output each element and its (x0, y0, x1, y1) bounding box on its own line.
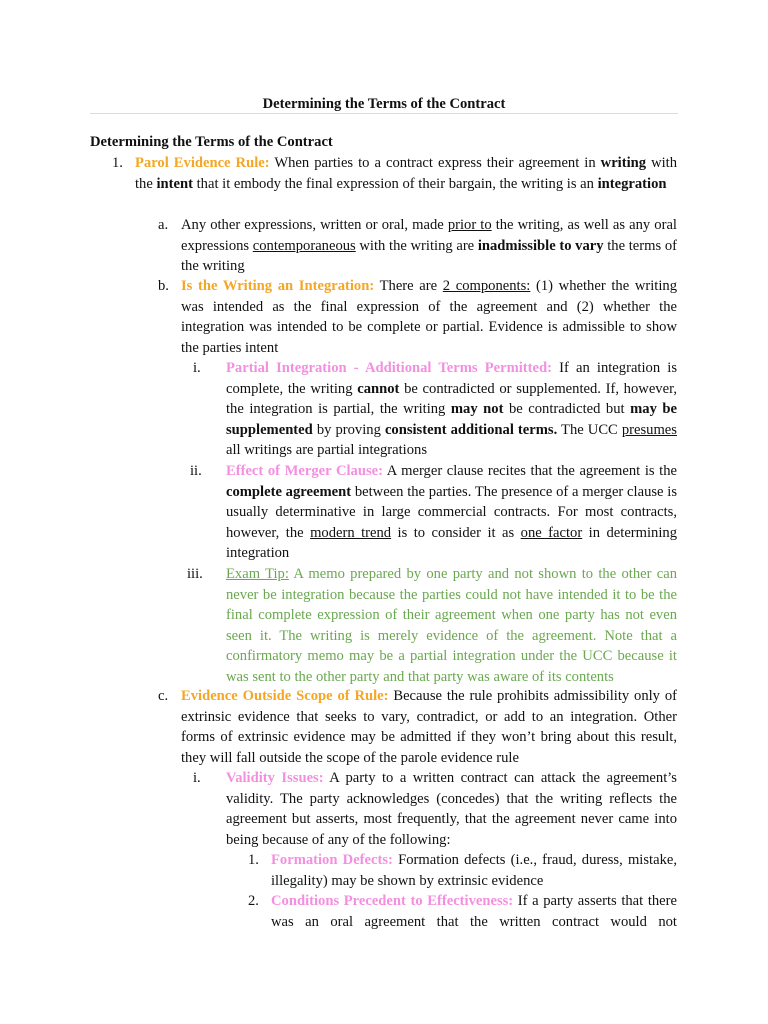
list-item-text: Formation Defects: Formation defects (i.e., fraud, duress, mistake, illegality) may be shown by extrinsic evidence (271, 852, 677, 889)
subsection-label: Formation Defects: (271, 852, 393, 868)
list-marker: i. (193, 770, 201, 786)
list-marker: b. (158, 278, 169, 294)
list-marker: 1. (112, 155, 123, 171)
list-item-text: Validity Issues: A party to a written contract can attack the agreement’s validity. The party acknowledges (concedes) that the writing reflects the agreement but asserts, most frequently, that the agreement never came into being because of any of the following: (226, 770, 677, 848)
list-marker: iii. (187, 566, 203, 582)
list-item-text: Any other expressions, written or oral, made prior to the writing, as well as any oral expressions contemporaneous with the writing are inadmissible to vary the terms of the writing (181, 217, 677, 274)
section-label: Evidence Outside Scope of Rule: (181, 688, 389, 704)
section-label: Is the Writing an Integration: (181, 278, 375, 294)
list-item-text: Effect of Merger Clause: A merger clause recites that the agreement is the complete agreement between the parties. The presence of a merger clause is usually determinative in large commercial contracts. For most contracts, however, the modern trend is to consider it as one factor in determining integration (226, 463, 678, 561)
list-marker: i. (193, 360, 201, 376)
list-marker: 2. (248, 893, 259, 909)
list-item-text: Conditions Precedent to Effectiveness: If a party asserts that there was an oral agreement that the written contract would not (271, 893, 677, 930)
subsection-label: Partial Integration - Additional Terms Permitted: (226, 360, 552, 376)
exam-tip-text: Exam Tip: A memo prepared by one party and not shown to the other can never be integration because the parties could not have intended it to be the final complete expression of their agreement when one party has not even seen it. The writing is merely evidence of the agreement. Note that a confirmatory memo may be a partial integration under the UCC because it was sent to the other party and that party was aware of its contents (226, 566, 677, 685)
exam-tip-label: Exam Tip: (226, 566, 289, 582)
list-marker: 1. (248, 852, 259, 868)
list-item-text: Partial Integration - Additional Terms Permitted: If an integration is complete, the writing cannot be contradicted or supplemented. If, however, the integration is partial, the writing may not be contradicted but may be supplemented by proving consistent additional terms. The UCC presumes all writings are partial integrations (226, 360, 678, 458)
list-marker: c. (158, 688, 169, 704)
list-item-text: Is the Writing an Integration: There are 2 components: (1) whether the writing was intended as the final expression of the agreement and (2) whether the integration was intended to be complete or partial. Evidence is admissible to show the parties intent (181, 278, 677, 356)
list-item-text: Parol Evidence Rule: When parties to a contract express their agreement in writing with the intent that it embody the final expression of their bargain, the writing is an integration (135, 155, 678, 192)
subsection-label: Conditions Precedent to Effectiveness: (271, 893, 514, 909)
header-divider (90, 113, 678, 114)
list-marker: a. (158, 217, 169, 233)
section-label: Parol Evidence Rule: (135, 155, 270, 171)
list-marker: ii. (190, 463, 202, 479)
subsection-label: Validity Issues: (226, 770, 324, 786)
page-header-title: Determining the Terms of the Contract (262, 96, 506, 112)
subsection-label: Effect of Merger Clause: (226, 463, 383, 479)
list-item-text: Evidence Outside Scope of Rule: Because the rule prohibits admissibility only of extrinsic evidence that seeks to vary, contradict, or add to an integration. Other forms of extrinsic evidence may be admitted if they won’t bring about this result, they will fall outside the scope of the parole evidence rule (181, 688, 677, 766)
document-heading: Determining the Terms of the Contract (90, 134, 333, 150)
